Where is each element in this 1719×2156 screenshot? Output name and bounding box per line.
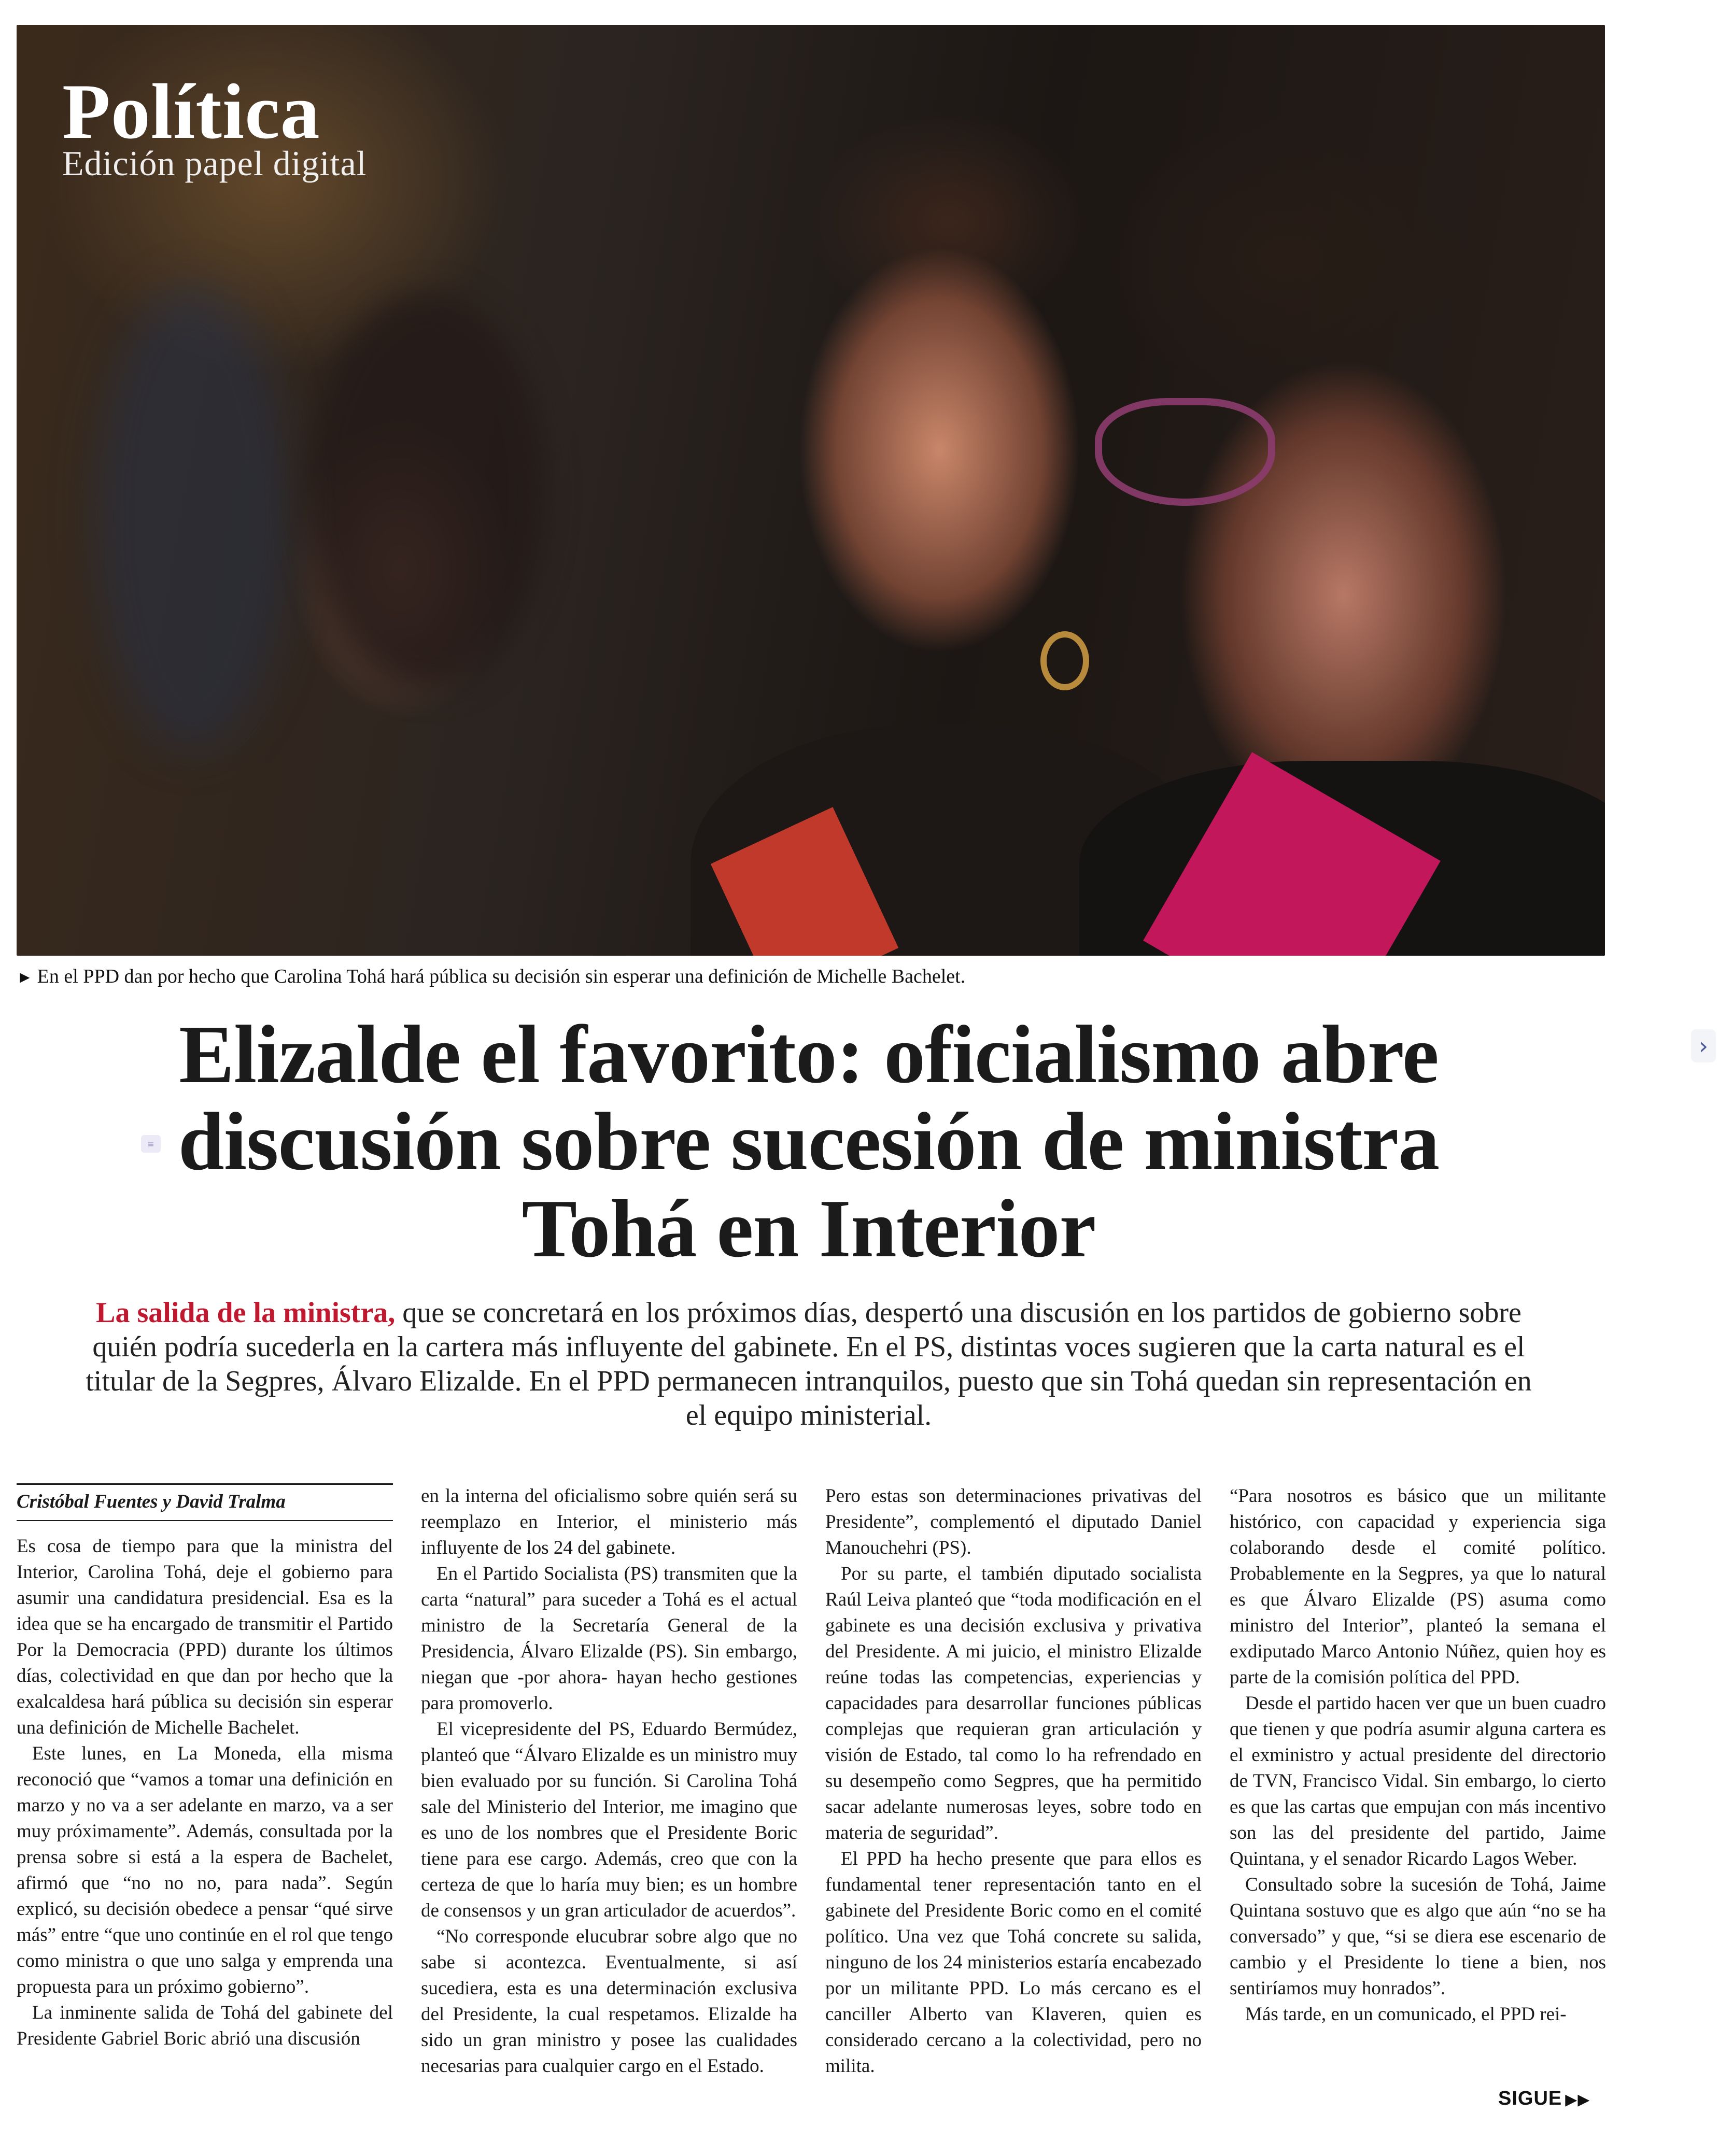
paragraph: Este lunes, en La Moneda, ella misma reconoció que “vamos a tomar una definición en marzo y no va a ser adelante en marzo, va a ser muy próximamente”. Además, consultada por la prensa sobre si está a la espera de Bachelet, afirmó que “no no no, para nada”. Según explicó, su decisión obedece a pensar “qué sirve más” entre “que uno continúe en el rol que tengo como ministra o que uno salga y emprenda una propuesta para un próximo gobierno”. xyxy=(17,1743,393,1997)
section-title: Política xyxy=(62,68,320,155)
paragraph: En el Partido Socialista (PS) transmiten que la carta “natural” para suceder a Tohá es el actual ministro de la Secretaría General de la Presidencia, Álvaro Elizalde (PS). Sin embargo, niegan que -por ahora- hayan hecho gestiones para promoverlo. xyxy=(421,1563,797,1714)
hero-photo xyxy=(17,25,1605,956)
article-column-2 xyxy=(421,1483,797,2110)
continue-marker xyxy=(1498,2088,1590,2110)
paragraph: Pero estas son determinaciones privativas del Presidente”, complementó el diputado Daniel Manouchehri (PS). xyxy=(825,1485,1202,1558)
caption-text: En el PPD dan por hecho que Carolina Tohá hará pública su decisión sin esperar una definición de Michelle Bachelet. xyxy=(37,966,966,987)
caption-triangle-icon: ► xyxy=(17,968,33,986)
article-column-1 xyxy=(17,1483,393,2110)
headline: Elizalde el favorito: oficialismo abre discusión sobre sucesión de ministra Tohá en Interior xyxy=(178,1008,1440,1274)
lead-kicker: La salida de la ministra, xyxy=(96,1297,396,1329)
byline: Cristóbal Fuentes y David Tralma xyxy=(17,1483,393,1521)
continue-arrows-icon: ▶▶ xyxy=(1565,2091,1590,2108)
continue-label: SIGUE xyxy=(1498,2088,1562,2109)
article-body xyxy=(17,1483,1605,2110)
article-column-3 xyxy=(825,1483,1202,2110)
paragraph: “No corresponde elucubrar sobre algo que no sabe si acontezca. Eventualmente, si así sucediera, esta es una determinación exclusiva del Presidente, la cual respetamos. Elizalde ha sido un gran ministro y posee las cualidades necesarias para cualquier cargo en el Estado. xyxy=(421,1926,797,2077)
background-figure-blur xyxy=(94,284,291,750)
paragraph: “Para nosotros es básico que un militante histórico, con capacidad y experiencia siga colaborando desde el comité político. Probablemente en la Segpres, ya que lo natural es que Álvaro Elizalde (PS) asuma como ministro del Interior”, planteó la semana el exdiputado Marco Antonio Núñez, quien hoy es parte de la comisión política del PPD. xyxy=(1230,1485,1606,1688)
lead-paragraph xyxy=(73,1296,1545,1432)
article-column-4 xyxy=(1230,1483,1606,2110)
section-subtitle: Edición papel digital xyxy=(62,144,367,183)
photo-caption xyxy=(17,965,1605,988)
person-right-glasses xyxy=(1095,398,1275,506)
paragraph: El PPD ha hecho presente que para ellos es fundamental tener representación tanto en el gabinete del Presidente Boric como en el comité político. Una vez que Tohá concrete su salida, ninguno de los 24 ministerios estaría encabezado por un militante PPD. Lo más cercano es el canciller Alberto van Klaveren, quien es considerado cercano a la colectividad, pero no milita. xyxy=(825,1848,1202,2077)
paragraph: El vicepresidente del PS, Eduardo Bermúdez, planteó que “Álvaro Elizalde es un ministro muy bien evaluado por su función. Si Carolina Tohá sale del Ministerio del Interior, me imagino que es uno de los nombres que el Presidente Boric tiene para ese cargo. Además, creo que con la certeza de que lo haría muy bien; es un hombre de consensos y un gran articulador de acuerdos”. xyxy=(421,1719,797,1921)
paragraph: en la interna del oficialismo sobre quién será su reemplazo en Interior, el ministerio más influyente de los 24 del gabinete. xyxy=(421,1485,797,1558)
lead-text: que se concretará en los próximos días, despertó una discusión en los partidos de gobierno sobre quién podría sucederla en la cartera más influyente del gabinete. En el PS, distintas voces sugieren que la carta natural es el titular de la Segpres, Álvaro Elizalde. En el PPD permanecen intranquilos, puesto que sin Tohá quedan sin representación en el equipo ministerial. xyxy=(86,1297,1532,1431)
next-page-chevron-icon[interactable]: › xyxy=(1691,1029,1716,1062)
paragraph: Consultado sobre la sucesión de Tohá, Jaime Quintana sostuvo que es algo que aún “no se ha conversado” y que, “si se diera ese escenario de cambio y el Presidente lo tiene a bien, nos sentiríamos muy honrados”. xyxy=(1230,1874,1606,1999)
paragraph: Más tarde, en un comunicado, el PPD rei- xyxy=(1245,2004,1567,2025)
person-center-earring xyxy=(1040,631,1089,690)
paragraph: Por su parte, el también diputado socialista Raúl Leiva planteó que “toda modificación en el gabinete es una decisión exclusiva y privativa del Presidente. A mi juicio, el ministro Elizalde reúne todas las competencias, experiencias y capacidades para desarrollar funciones públicas complejas que requieran gran articulación y visión de Estado, tal como lo ha refrendado en su desempeño como Segpres, que ha permitido sacar adelante numerosas leyes, sobre todo en materia de seguridad”. xyxy=(825,1563,1202,1843)
background-person-blur xyxy=(307,294,545,688)
annotation-marker-icon[interactable]: ≡ xyxy=(141,1135,161,1153)
paragraph: La inminente salida de Tohá del gabinete del Presidente Gabriel Boric abrió una discusión xyxy=(17,2002,393,2049)
paragraph: Es cosa de tiempo para que la ministra del Interior, Carolina Tohá, deje el gobierno para asumir una candidatura presidencial. Esa es la idea que se ha encargado de transmitir el Partido Por la Democracia (PPD) durante los últimos días, colectividad en que dan por hecho que la exalcaldesa hará pública su decisión sin esperar una definición de Michelle Bachelet. xyxy=(17,1536,393,1738)
paragraph: Desde el partido hacen ver que un buen cuadro que tienen y que podría asumir alguna cartera es el exministro y actual presidente del directorio de TVN, Francisco Vidal. Sin embargo, lo cierto es que las cartas que empujan con más incentivo son las del presidente del partido, Jaime Quintana, y el senador Ricardo Lagos Weber. xyxy=(1230,1693,1606,1869)
